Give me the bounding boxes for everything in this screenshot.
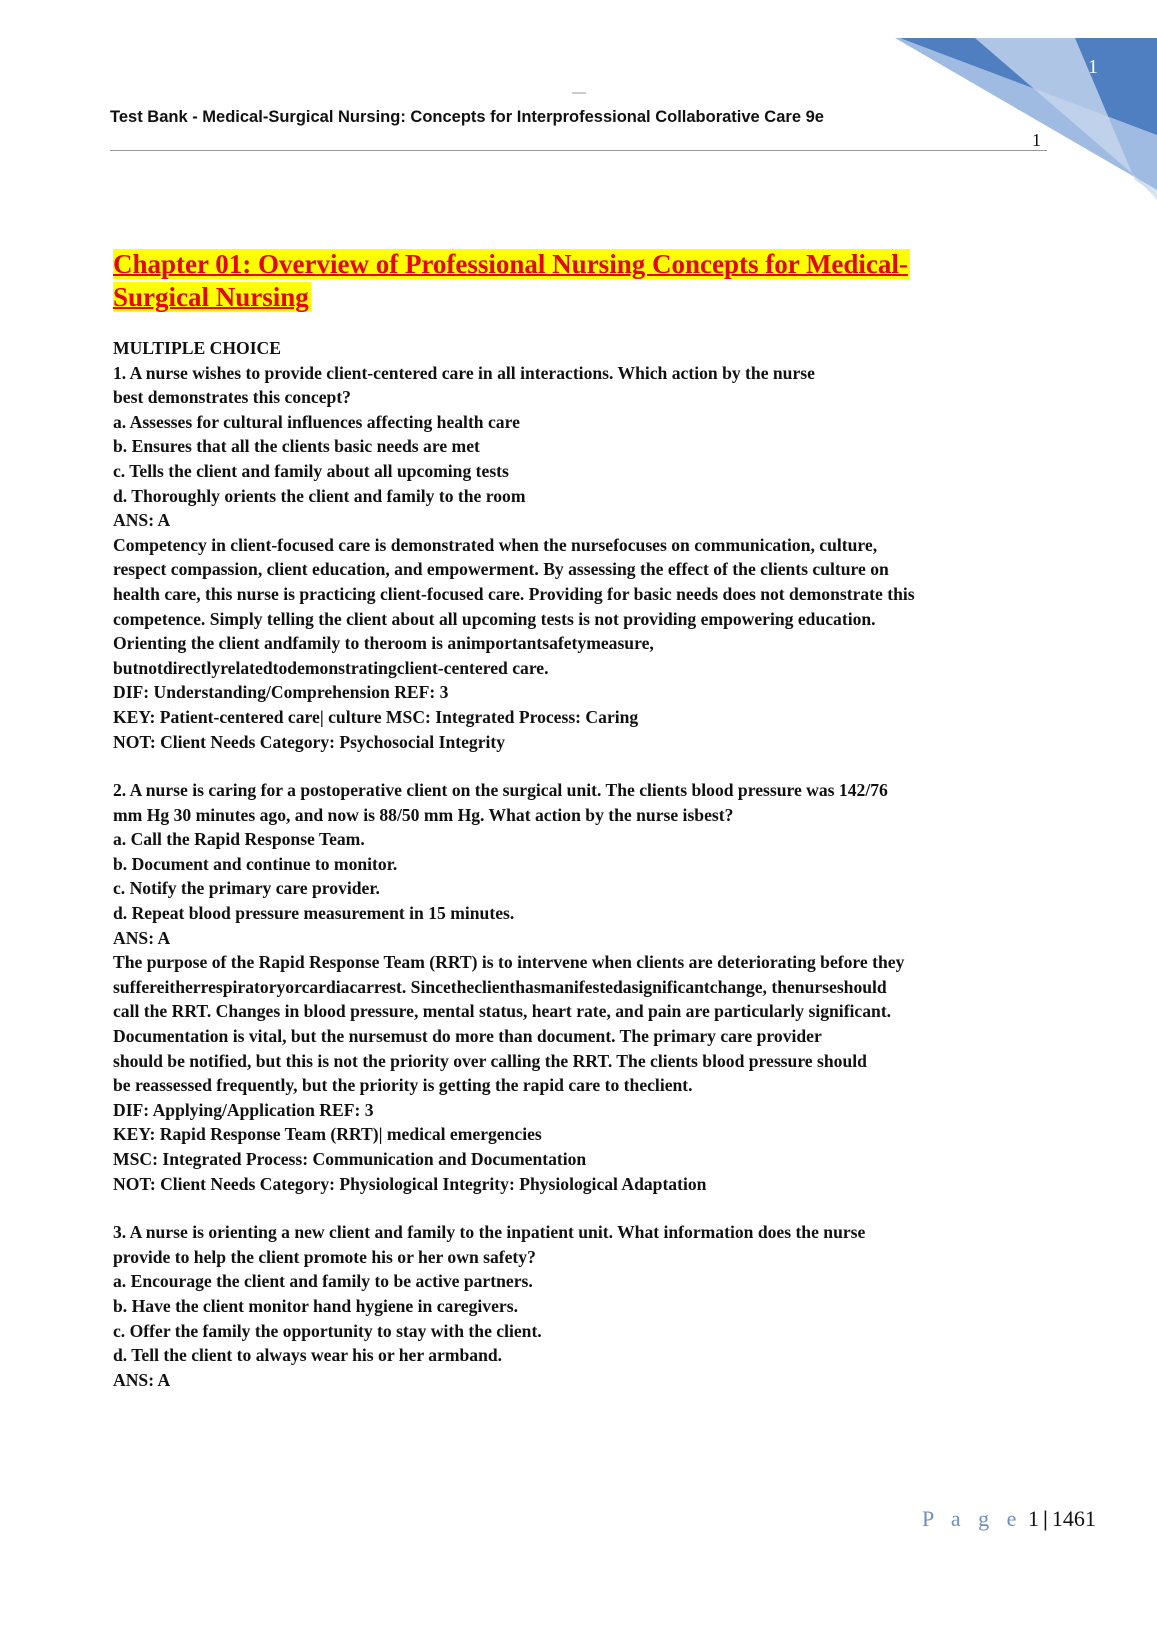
page-footer — [922, 1506, 1096, 1532]
q2-option-a: a. Call the Rapid Response Team. — [113, 829, 365, 850]
chapter-title — [113, 248, 1013, 314]
q3-option-a: a. Encourage the client and family to be active partners. — [113, 1271, 533, 1292]
q1-rationale-2: respect compassion, client education, and empowerment. By assessing the effect of the clients culture on — [113, 559, 889, 580]
chapter-title-line1: Chapter 01: Overview of Professional Nursing Concepts for Medical- — [113, 249, 908, 279]
header-page-number: 1 — [1032, 130, 1041, 150]
q1-category: NOT: Client Needs Category: Psychosocial Integrity — [113, 731, 506, 752]
footer-page-total: 1461 — [1051, 1506, 1096, 1531]
q1-option-c: c. Tells the client and family about all upcoming tests — [113, 460, 509, 481]
corner-decoration — [0, 0, 1157, 200]
q1-option-a: a. Assesses for cultural influences affecting health care — [113, 411, 520, 432]
q1-rationale-1: Competency in client-focused care is demonstrated when the nursefocuses on communication, culture, — [113, 534, 878, 555]
q1-option-d: d. Thoroughly orients the client and family to the room — [113, 485, 526, 506]
footer-page-number: 1 — [1027, 1506, 1039, 1531]
document-body — [113, 336, 1053, 1392]
q3-stem-2: provide to help the client promote his or her own safety? — [113, 1246, 536, 1267]
q1-rationale-5: Orienting the client andfamily to theroom is animportantsafetymeasure, — [113, 633, 654, 654]
q3-stem-1: 3. A nurse is orienting a new client and family to the inpatient unit. What information does the nurse — [113, 1222, 866, 1243]
question-2 — [113, 778, 1053, 1196]
q1-answer: ANS: A — [113, 510, 171, 531]
corner-page-number: 1 — [1088, 56, 1098, 78]
q2-key: KEY: Rapid Response Team (RRT)| medical emergencies — [113, 1124, 542, 1145]
q2-msc: MSC: Integrated Process: Communication and Documentation — [113, 1149, 587, 1169]
q2-rationale-5: should be notified, but this is not the priority over calling the RRT. The clients blood pressure should — [113, 1050, 867, 1071]
q1-stem-2: best demonstrates this concept? — [113, 387, 351, 408]
q2-rationale-4: Documentation is vital, but the nursemust do more than document. The primary care provider — [113, 1026, 822, 1047]
question-1 — [113, 361, 1053, 755]
chapter-title-line2: Surgical Nursing — [113, 282, 309, 312]
q1-rationale-6: butnotdirectlyrelatedtodemonstratingclient-centered care. — [113, 657, 549, 678]
q2-rationale-3: call the RRT. Changes in blood pressure, mental status, heart rate, and pain are particularly significant. — [113, 1001, 892, 1022]
q2-option-d: d. Repeat blood pressure measurement in 15 minutes. — [113, 903, 515, 924]
q3-option-c: c. Offer the family the opportunity to stay with the client. — [113, 1320, 542, 1341]
q1-stem-1: 1. A nurse wishes to provide client-centered care in all interactions. Which action by the nurse — [113, 362, 815, 383]
q3-answer: ANS: A — [113, 1369, 171, 1390]
q1-difficulty: DIF: Understanding/Comprehension REF: 3 — [113, 682, 449, 703]
question-3 — [113, 1220, 1053, 1392]
q2-rationale-1: The purpose of the Rapid Response Team (RRT) is to intervene when clients are deteriorating before they — [113, 952, 905, 973]
q3-option-d: d. Tell the client to always wear his or her armband. — [113, 1345, 503, 1366]
q1-key: KEY: Patient-centered care| culture MSC: Integrated Process: Caring — [113, 706, 639, 727]
q3-option-b: b. Have the client monitor hand hygiene in caregivers. — [113, 1295, 518, 1316]
q2-category: NOT: Client Needs Category: Physiological Integrity: Physiological Adaptation — [113, 1173, 707, 1194]
q2-rationale-6: be reassessed frequently, but the priority is getting the rapid care to theclient. — [113, 1075, 693, 1096]
q2-stem-2: mm Hg 30 minutes ago, and now is 88/50 mm Hg. What action by the nurse isbest? — [113, 804, 734, 825]
q2-option-c: c. Notify the primary care provider. — [113, 878, 380, 899]
q2-option-b: b. Document and continue to monitor. — [113, 853, 398, 874]
q2-rationale-2: suffereitherrespiratoryorcardiacarrest. Sincetheclienthasmanifestedasignificantchange, thenurseshould — [113, 976, 887, 997]
q1-rationale-4: competence. Simply telling the client about all upcoming tests is not providing empowering education. — [113, 608, 876, 629]
header-title: Test Bank - Medical-Surgical Nursing: Concepts for Interprofessional Collaborative Care 9e — [110, 108, 824, 126]
footer-separator: | — [1042, 1506, 1048, 1531]
q2-difficulty: DIF: Applying/Application REF: 3 — [113, 1099, 374, 1120]
q2-answer: ANS: A — [113, 927, 171, 948]
q2-stem-1: 2. A nurse is caring for a postoperative client on the surgical unit. The clients blood pressure was 142/76 — [113, 780, 888, 801]
footer-page-label: P a g e — [922, 1506, 1023, 1531]
header-rule — [110, 150, 1047, 151]
q1-rationale-3: health care, this nurse is practicing client-focused care. Providing for basic needs does not demonstrate this — [113, 583, 915, 604]
header-mark — [572, 92, 586, 94]
section-heading: MULTIPLE CHOICE — [113, 338, 281, 358]
q1-option-b: b. Ensures that all the clients basic needs are met — [113, 436, 480, 457]
